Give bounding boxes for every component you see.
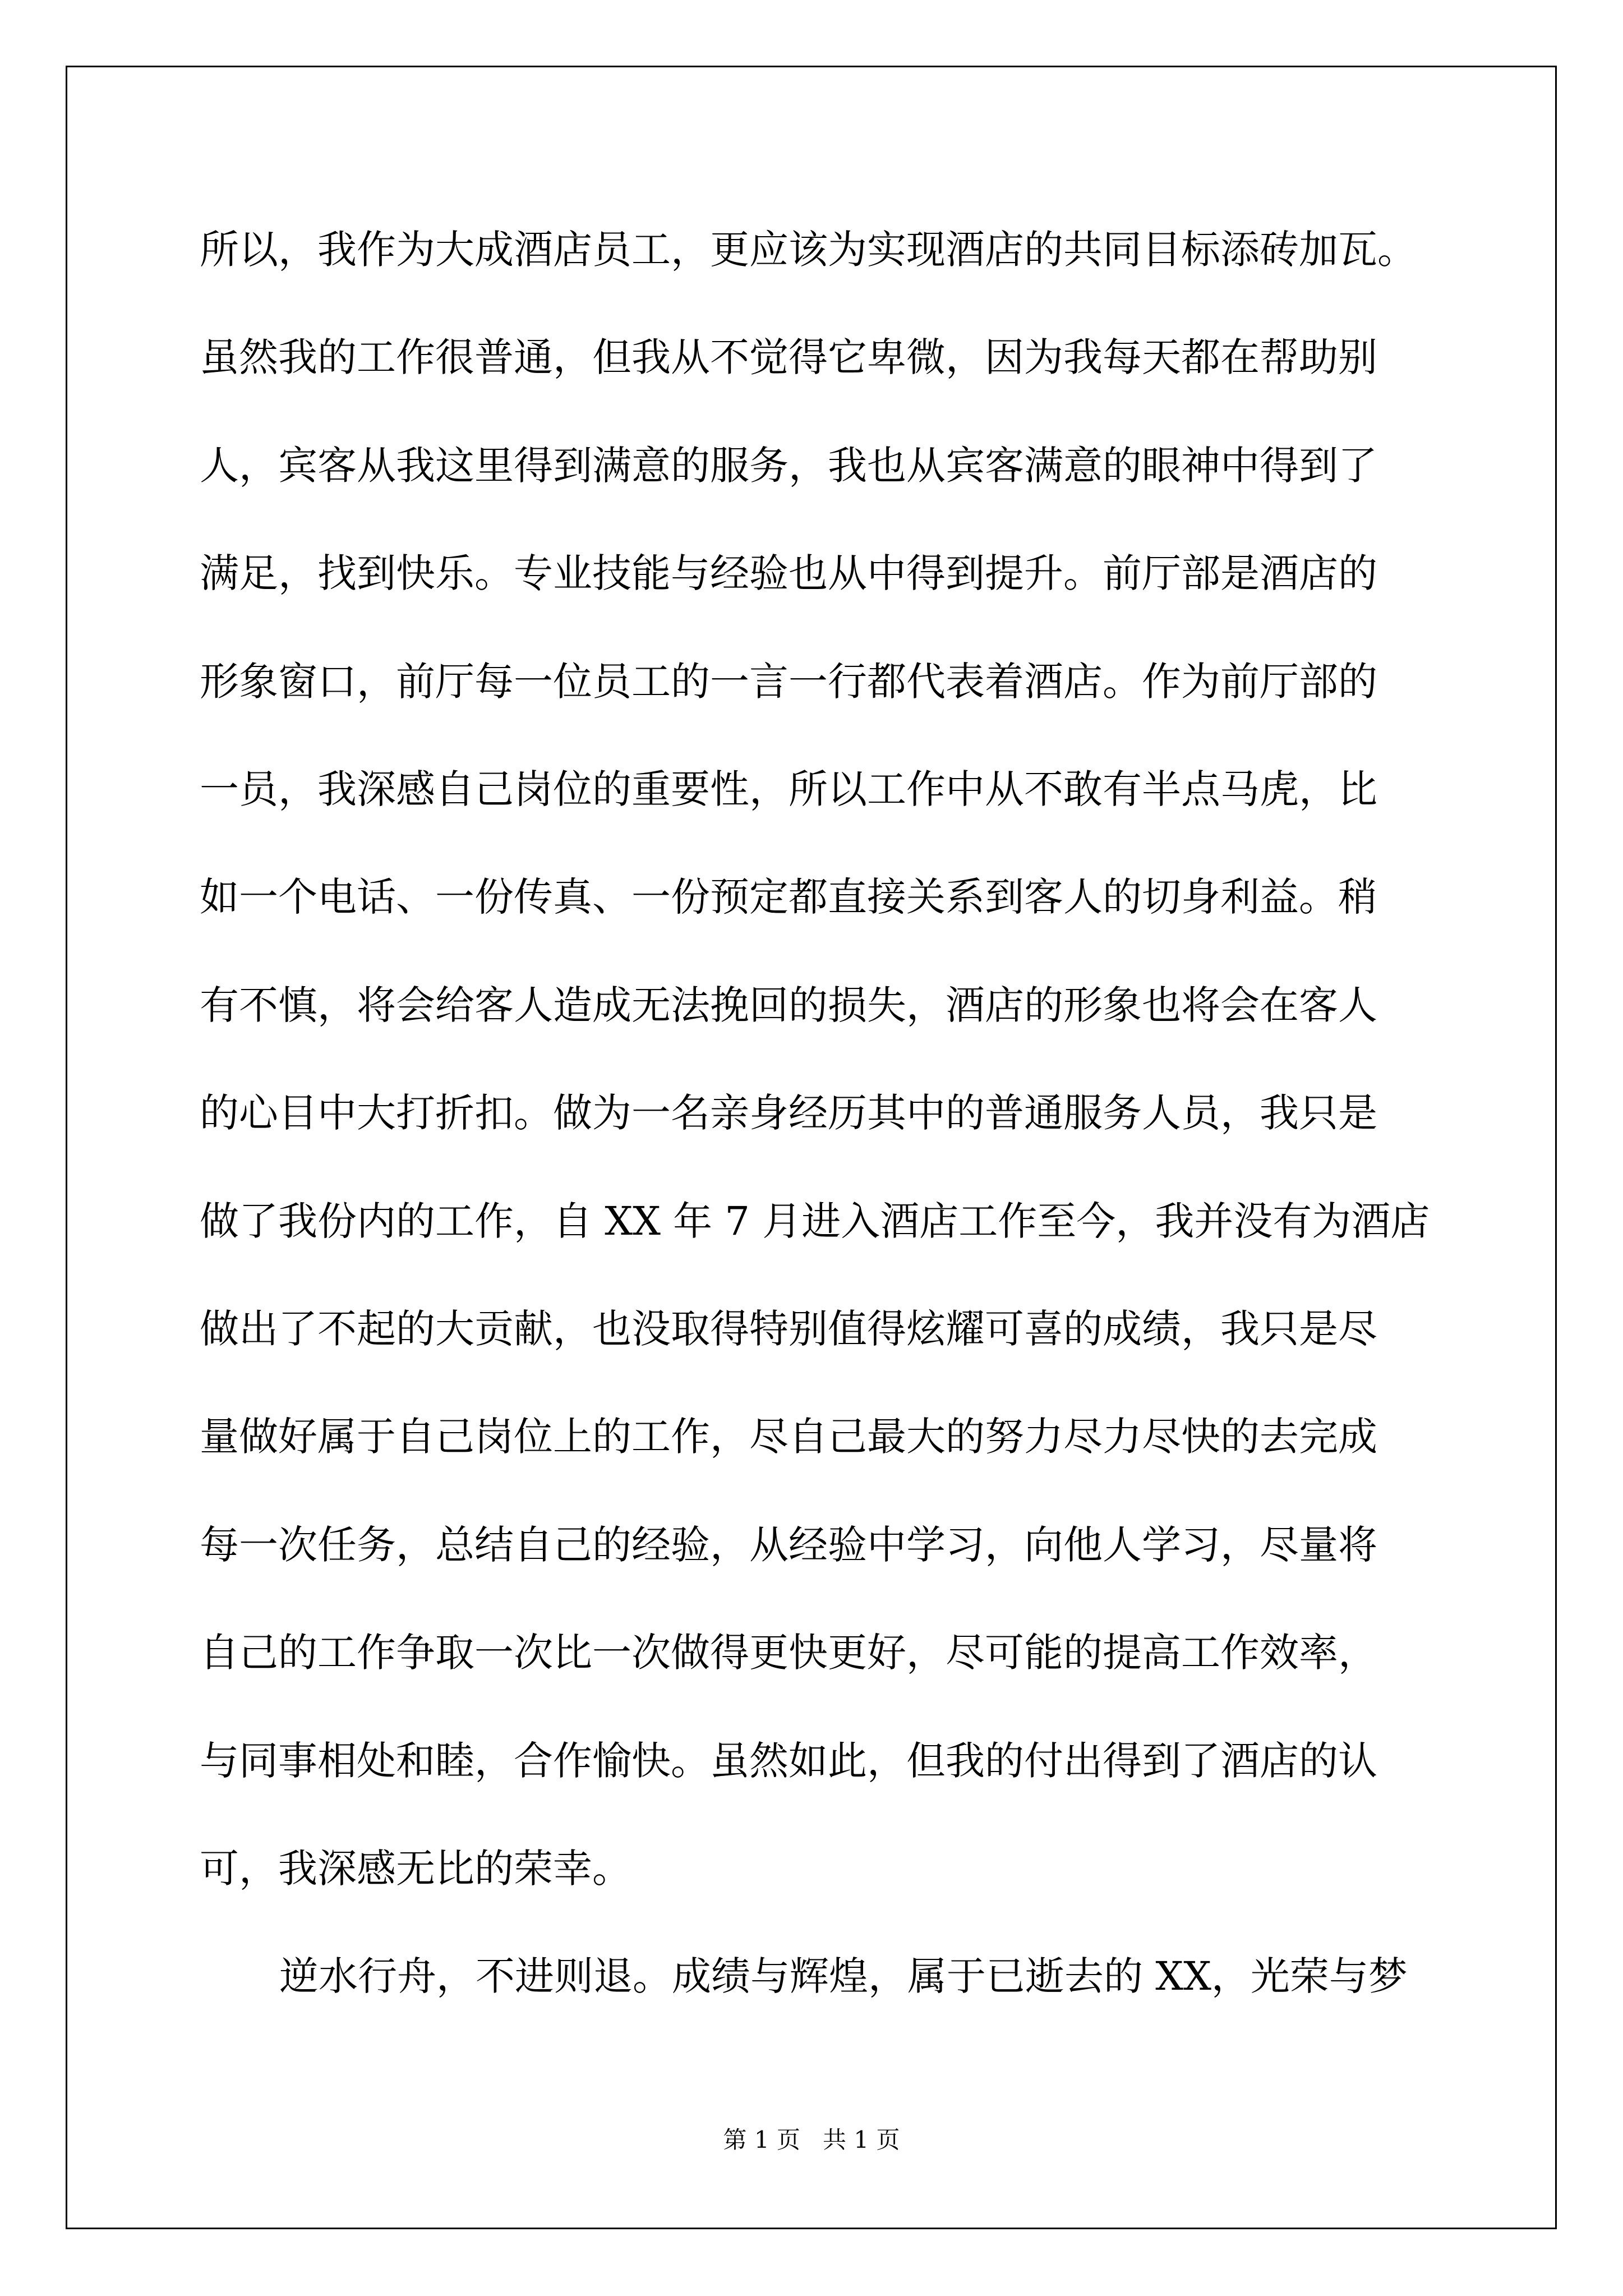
text-line: 逆水行舟，不进则退。成绩与辉煌，属于已逝去的 XX，光荣与梦 — [279, 1953, 1408, 1999]
text-line: 量做好属于自己岗位上的工作，尽自己最大的努力尽力尽快的去完成 — [200, 1414, 1377, 1460]
page-border — [66, 66, 1557, 2229]
text-line: 满足，找到快乐。专业技能与经验也从中得到提升。前厅部是酒店的 — [200, 550, 1377, 596]
text-line: 所以，我作为大成酒店员工，更应该为实现酒店的共同目标添砖加瓦。 — [200, 227, 1417, 273]
text-line: 可，我深感无比的荣幸。 — [200, 1846, 631, 1892]
text-line: 一员，我深感自己岗位的重要性，所以工作中从不敢有半点马虎，比 — [200, 766, 1377, 812]
text-line: 每一次任务，总结自己的经验，从经验中学习，向他人学习，尽量将 — [200, 1522, 1377, 1568]
text-line: 自己的工作争取一次比一次做得更快更好，尽可能的提高工作效率， — [200, 1630, 1377, 1676]
text-line: 形象窗口，前厅每一位员工的一言一行都代表着酒店。作为前厅部的 — [200, 659, 1377, 705]
text-line: 的心目中大打折扣。做为一名亲身经历其中的普通服务人员，我只是 — [200, 1090, 1377, 1136]
text-line: 做出了不起的大贡献，也没取得特别值得炫耀可喜的成绩，我只是尽 — [200, 1306, 1377, 1352]
text-line: 与同事相处和睦，合作愉快。虽然如此，但我的付出得到了酒店的认 — [200, 1738, 1377, 1784]
text-line: 虽然我的工作很普通，但我从不觉得它卑微，因为我每天都在帮助别 — [200, 334, 1377, 380]
text-line: 做了我份内的工作，自 XX 年 7 月进入酒店工作至今，我并没有为酒店 — [200, 1198, 1430, 1244]
text-line: 有不慎，将会给客人造成无法挽回的损失，酒店的形象也将会在客人 — [200, 982, 1377, 1028]
text-line: 如一个电话、一份传真、一份预定都直接关系到客人的切身利益。稍 — [200, 874, 1377, 920]
text-line: 人，宾客从我这里得到满意的服务，我也从宾客满意的眼神中得到了 — [200, 443, 1377, 489]
page-footer: 第 1 页 共 1 页 — [723, 2126, 900, 2154]
